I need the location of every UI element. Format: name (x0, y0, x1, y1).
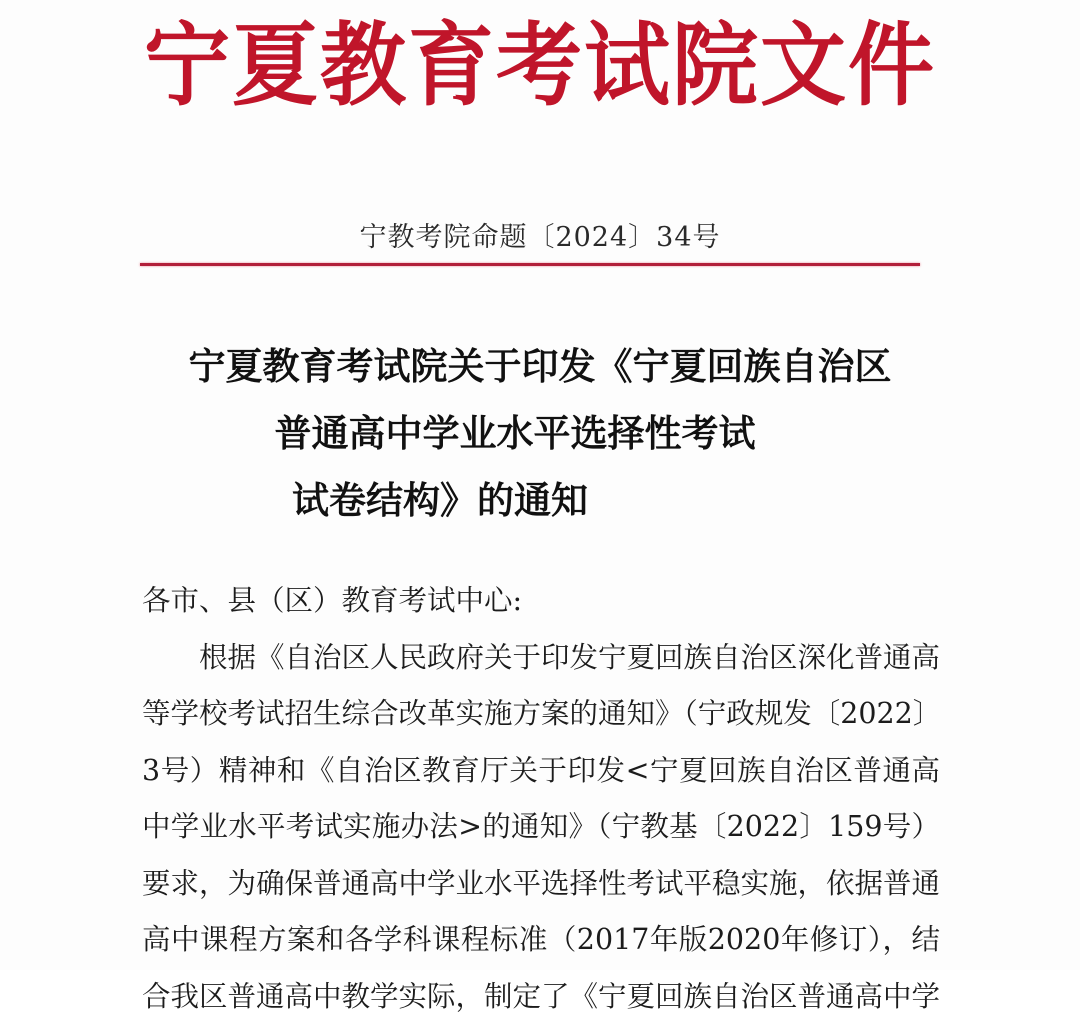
body-line: 3号）精神和《自治区教育厅关于印发<宁夏回族自治区普通高 (142, 743, 940, 800)
notice-body (142, 573, 942, 1025)
salutation: 各市、县（区）教育考试中心: (142, 573, 940, 630)
title-line-2: 普通高中学业水平选择性考试 (0, 400, 1080, 467)
body-line: 要求，为确保普通高中学业水平选择性考试平稳实施，依据普通 (142, 856, 940, 913)
body-line: 等学校考试招生综合改革实施方案的通知》（宁政规发〔2022〕 (142, 686, 940, 743)
title-line-1: 宁夏教育考试院关于印发《宁夏回族自治区 (0, 333, 1080, 400)
document-number: 宁教考院命题〔2024〕34号 (0, 220, 1080, 256)
body-line: 合我区普通高中教学实际，制定了《宁夏回族自治区普通高中学 (142, 969, 940, 1025)
body-line: 中学业水平考试实施办法>的通知》（宁教基〔2022〕159号） (142, 799, 940, 856)
masthead-title: 宁夏教育考试院文件 (0, 14, 1080, 119)
title-line-3: 试卷结构》的通知 (0, 467, 1080, 534)
red-divider-line (140, 263, 920, 266)
body-line: 高中课程方案和各学科课程标准（2017年版2020年修订），结 (142, 912, 940, 969)
body-line: 根据《自治区人民政府关于印发宁夏回族自治区深化普通高 (142, 630, 940, 687)
notice-title (0, 333, 1080, 534)
